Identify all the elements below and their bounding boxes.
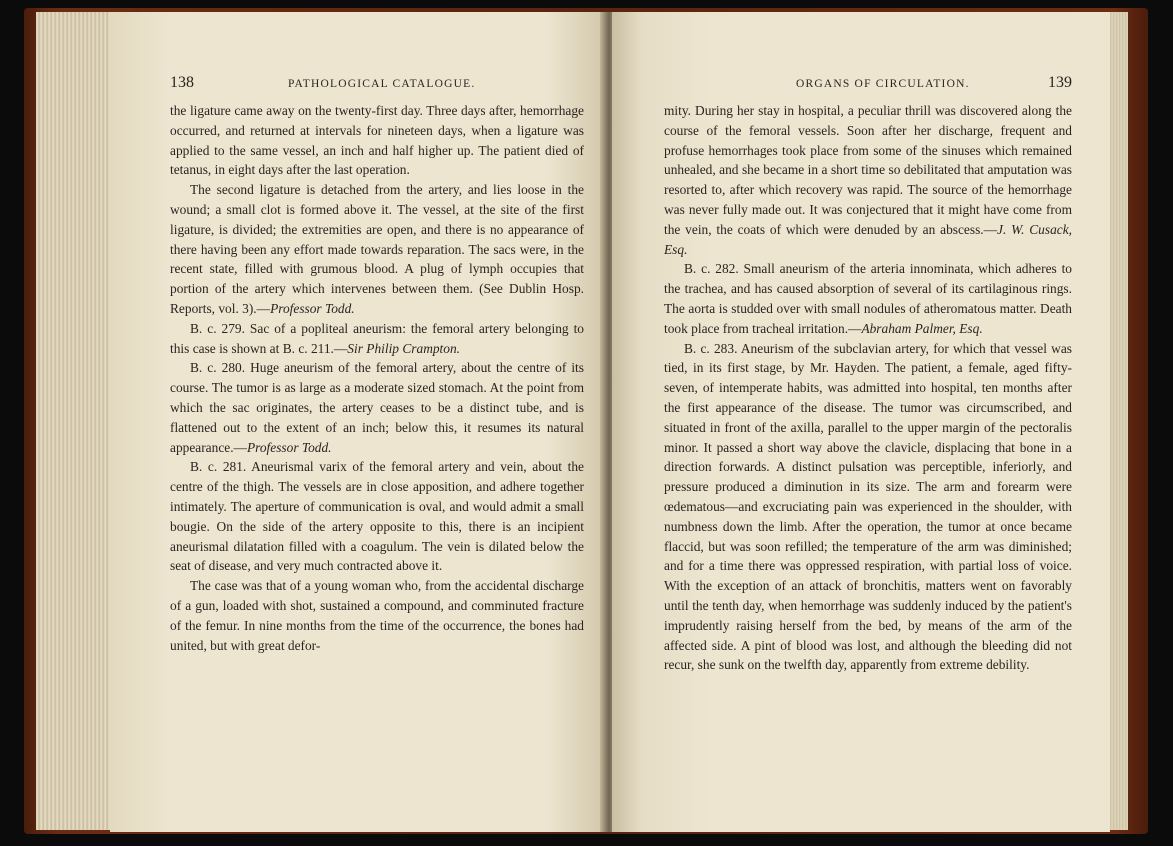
page-number: 138 (170, 74, 194, 91)
paragraph: The case was that of a young woman who, from the accidental discharge of a gun, loaded with shot, sustained a compound, and comminuted fracture of the femur. In nine months from the time of the occurrence, the bones had united, but with great defor- (170, 578, 584, 653)
left-page-header (110, 74, 606, 98)
right-page (612, 12, 1110, 832)
citation: Professor Todd. (246, 439, 332, 455)
citation: Professor Todd. (270, 300, 355, 316)
right-page-body (664, 101, 1072, 675)
paragraph: B. c. 281. Aneurismal varix of the femoral artery and vein, about the centre of the thigh. The vessels are in close apposition, and adhere together intimately. The aperture of communication is oval, and would admit a small bougie. On the side of the artery opposite to this, there is an incipient aneurismal dilatation filled with a coagulum. The vein is dilated below the seat of disease, and very much contracted above it. (170, 459, 584, 574)
paragraph: The second ligature is detached from the artery, and lies loose in the wound; a small clot is formed above it. The vessel, at the site of the first ligature, is divided; the extremities are open, and there is no appearance of there having been any effort made towards reparation. The sacs were, in the recent state, filled with grumous blood. A plug of lymph occupies that portion of the artery which intervenes between them. (See Dublin Hosp. Reports, vol. 3).—Professor Todd. (170, 182, 584, 316)
running-head: ORGANS OF CIRCULATION. (796, 78, 970, 90)
page-number: 139 (1048, 74, 1072, 91)
right-page-header (612, 74, 1110, 98)
paragraph: B. c. 282. Small aneurism of the arteria innominata, which adheres to the trachea, and has caused absorption of several of its cartilaginous rings. The aorta is studded over with small nodules of atheromatous matter. Death took place from tracheal irritation.—Abraham Palmer, Esq. (664, 261, 1072, 336)
citation: Sir Philip Crampton. (347, 340, 461, 356)
running-head: PATHOLOGICAL CATALOGUE. (288, 78, 476, 90)
citation: J. W. Cusack, Esq. (664, 221, 1073, 257)
left-page-body (170, 101, 584, 655)
paragraph: B. c. 280. Huge aneurism of the femoral artery, about the centre of its course. The tumor is as large as a moderate sized stomach. At the point from which the sac originates, the artery ceases to be a distinct tube, and is flattened out to the extent of an inch; below this, it resumes its natural appearance.—Professor Todd. (170, 360, 584, 455)
paragraph: B. c. 279. Sac of a popliteal aneurism: the femoral artery belonging to this case is shown at B. c. 211.—Sir Philip Crampton. (170, 320, 584, 356)
paragraph: B. c. 283. Aneurism of the subclavian artery, for which that vessel was tied, in its first stage, by Mr. Hayden. The patient, a female, aged fifty-seven, of intemperate habits, was admitted into hospital, ten months after the first appearance of the disease. The tumor was circumscribed, and situated in front of the axilla, parallel to the upper margin of the pectoralis minor. It passed a short way above the clavicle, displacing that bone in a direction forwards. A distinct pulsation was perceptible, inferiorly, and pressure produced a diminution in its size. The arm and forearm were œdematous—and excruciating pain was experienced in the shoulder, with numbness down the limb. After the operation, the tumor at once became flaccid, but was soon refilled; the temperature of the arm was diminished; and for a time there was oppressed respiration, with partial loss of voice. With the exception of an attack of bronchitis, matters went on favorably until the tenth day, when hemorrhage was suddenly induced by the patient's imprudently raising herself from the bed, by means of the arm of the affected side. A pint of blood was lost, and although the bleeding did not recur, she sunk on the twelfth day, apparently from extreme debility. (664, 340, 1072, 673)
left-page (110, 12, 606, 832)
paragraph: mity. During her stay in hospital, a peculiar thrill was discovered along the course of the femoral vessels. Soon after her discharge, frequent and profuse hemorrhages took place from some of the sinuses which remained unhealed, and she became in a short time so debilitated that amputation was resorted to, after which recovery was rapid. The source of the hemorrhage was never fully made out. It was conjectured that it might have come from the vein, the coats of which were denuded by an abscess.—J. W. Cusack, Esq. (664, 103, 1073, 257)
citation: Abraham Palmer, Esq. (861, 320, 983, 336)
paragraph: the ligature came away on the twenty-first day. Three days after, hemorrhage occurred, and returned at intervals for nineteen days, when a ligature was applied to the same vessel, an inch and half higher up. The patient died of tetanus, in eight days after the last operation. (170, 103, 584, 178)
